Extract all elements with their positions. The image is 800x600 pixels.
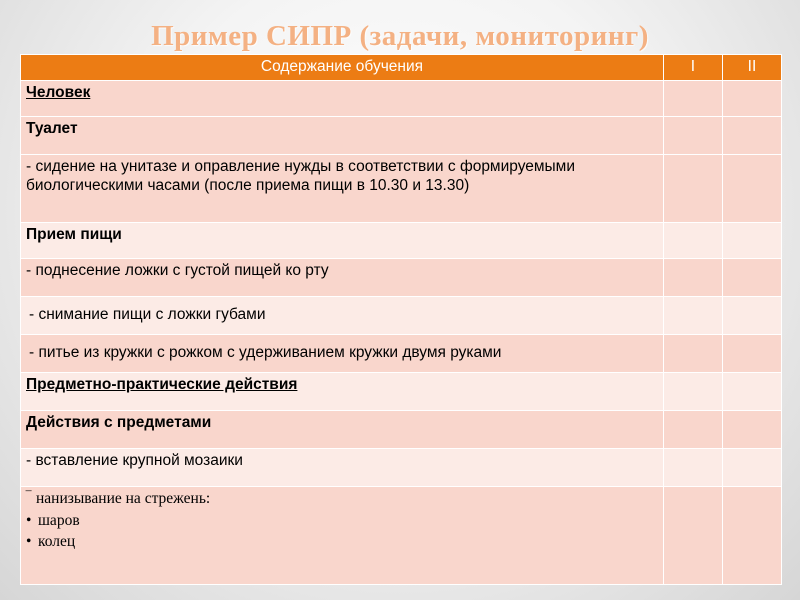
- list-item-text: шаров: [38, 511, 80, 529]
- table-row: [21, 259, 782, 297]
- table-row: [21, 487, 782, 585]
- table-row: [21, 411, 782, 449]
- row-label: Прием пищи: [21, 223, 664, 259]
- bullet-icon: •: [26, 533, 32, 551]
- cell-period-2: [722, 335, 781, 373]
- cell-period-1: [663, 223, 722, 259]
- list-item: [26, 512, 658, 531]
- cell-period-2: [722, 411, 781, 449]
- row-label: - вставление крупной мозаики: [21, 449, 664, 487]
- bullet-icon: •: [26, 511, 32, 529]
- sipr-table: [20, 54, 782, 585]
- bullet-list: [26, 512, 658, 552]
- cell-period-2: [722, 117, 781, 155]
- cell-period-2: [722, 259, 781, 297]
- table-row: [21, 297, 782, 335]
- row-label: [21, 487, 664, 585]
- row-label: Туалет: [21, 117, 664, 155]
- cell-period-1: [663, 335, 722, 373]
- table-header-row: [21, 55, 782, 81]
- cell-period-2: [722, 155, 781, 223]
- cell-period-2: [722, 373, 781, 411]
- row-label: - сидение на унитазе и оправление нужды в соответствии с формируемыми биологическими часами (после приема пищи в 10.30 и 13.30): [21, 155, 664, 223]
- table-row: [21, 81, 782, 117]
- cell-period-1: [663, 449, 722, 487]
- cell-period-1: [663, 81, 722, 117]
- cell-period-1: [663, 259, 722, 297]
- dash-marker: ‾: [26, 490, 32, 507]
- cell-period-2: [722, 449, 781, 487]
- cell-period-1: [663, 117, 722, 155]
- table-row: [21, 373, 782, 411]
- header-period-2: II: [722, 55, 781, 81]
- list-item: [26, 533, 658, 552]
- list-lead-text: нанизывание на стрежень:: [36, 490, 211, 507]
- list-lead: [26, 490, 658, 509]
- cell-period-2: [722, 81, 781, 117]
- page-title: Пример СИПР (задачи, мониторинг): [151, 20, 649, 52]
- list-item-text: колец: [38, 533, 76, 551]
- row-label: - поднесение ложки с густой пищей ко рту: [21, 259, 664, 297]
- cell-period-1: [663, 411, 722, 449]
- cell-period-1: [663, 487, 722, 585]
- table-row: [21, 117, 782, 155]
- row-label: - питье из кружки с рожком с удерживанием кружки двумя руками: [21, 335, 664, 373]
- table-row: [21, 155, 782, 223]
- table-row: [21, 223, 782, 259]
- cell-period-2: [722, 297, 781, 335]
- cell-period-2: [722, 223, 781, 259]
- cell-period-1: [663, 373, 722, 411]
- row-label: Предметно-практические действия: [21, 373, 664, 411]
- row-label: Действия с предметами: [21, 411, 664, 449]
- header-period-1: I: [663, 55, 722, 81]
- table-row: [21, 449, 782, 487]
- header-content: Содержание обучения: [21, 55, 664, 81]
- cell-period-1: [663, 297, 722, 335]
- table-row: [21, 335, 782, 373]
- cell-period-1: [663, 155, 722, 223]
- row-label: - снимание пищи с ложки губами: [21, 297, 664, 335]
- row-label: Человек: [21, 81, 664, 117]
- cell-period-2: [722, 487, 781, 585]
